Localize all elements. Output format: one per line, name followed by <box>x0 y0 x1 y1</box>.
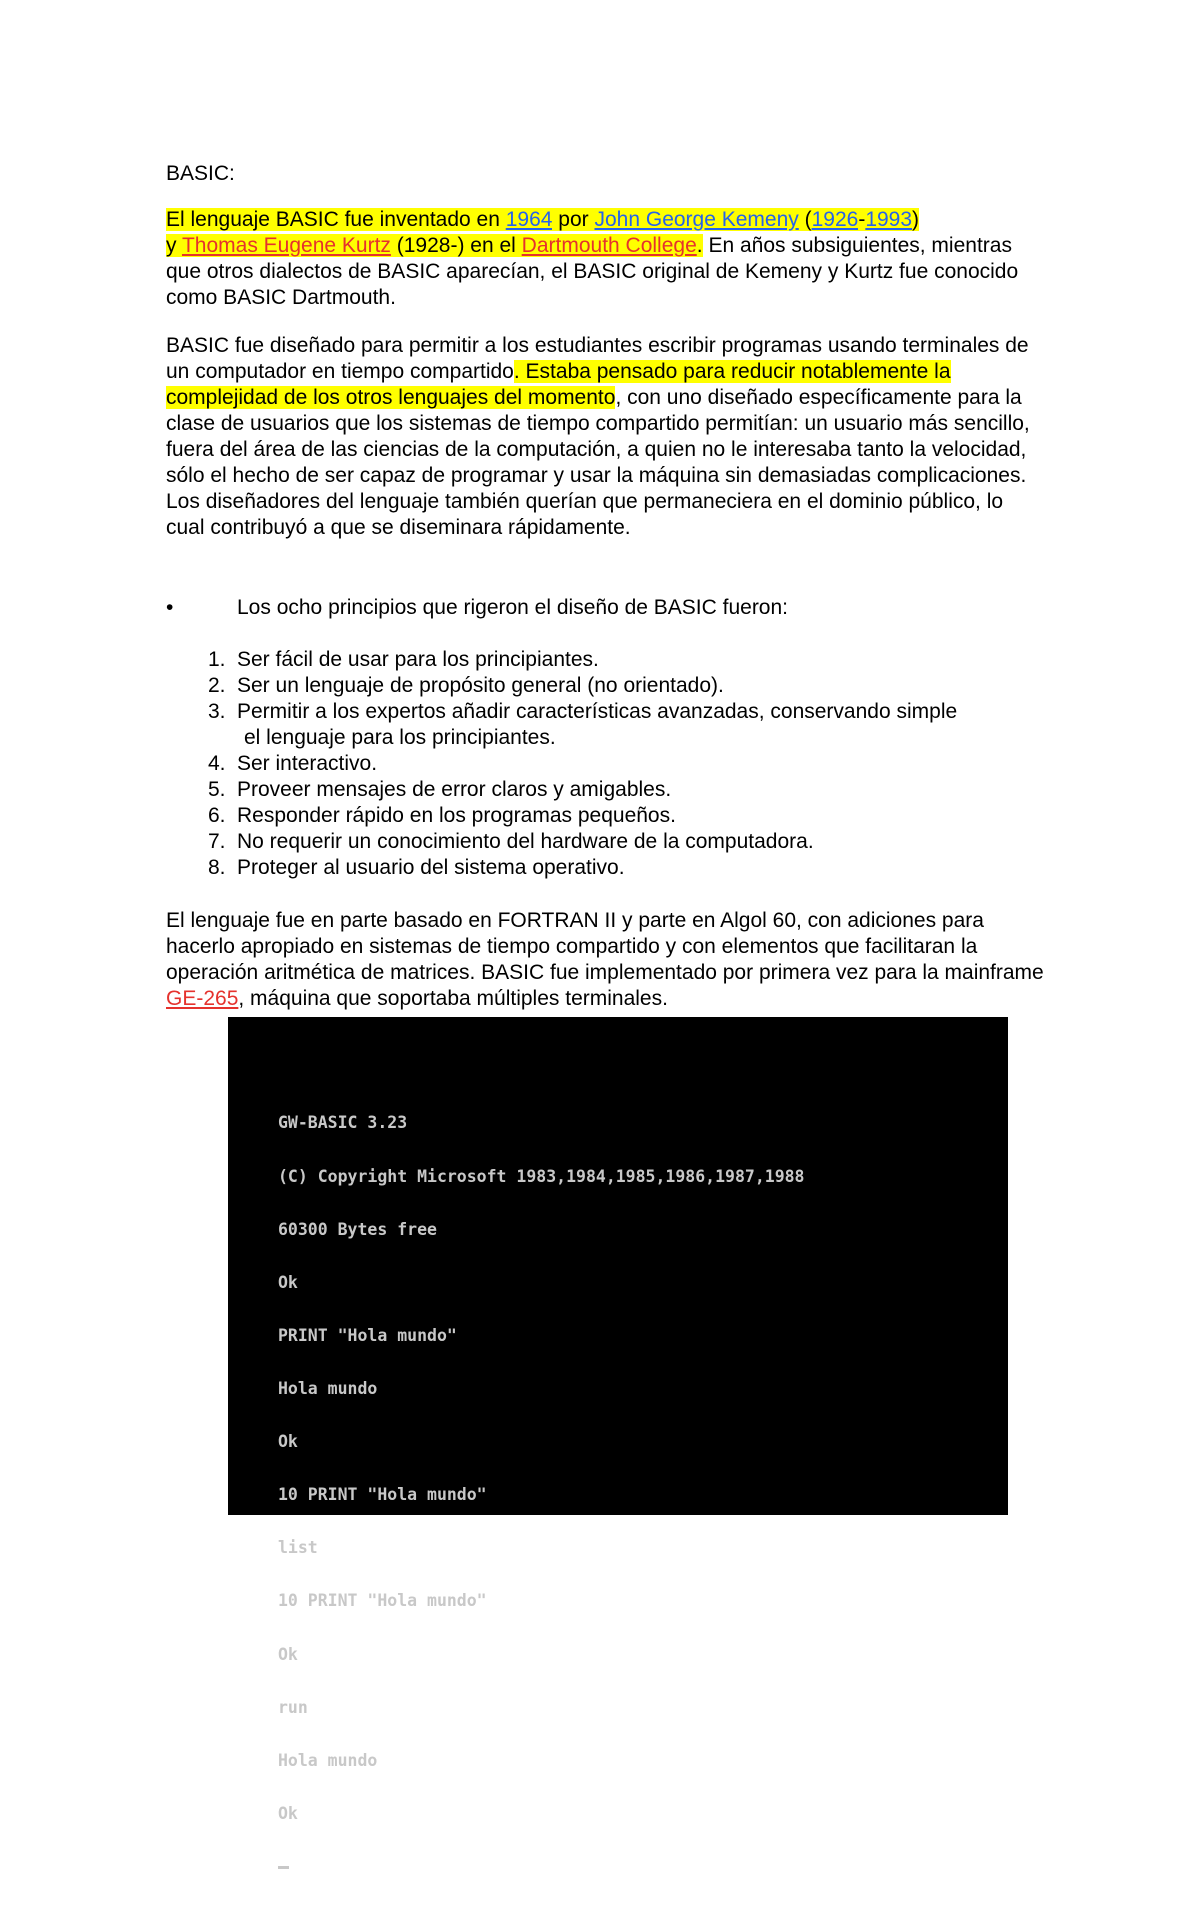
list-item-text: Ser un lenguaje de propósito general (no orientado). <box>237 674 724 697</box>
list-number: 6. <box>208 804 226 827</box>
list-item-continuation: el lenguaje para los principiantes. <box>244 726 556 749</box>
terminal-line: Hola mundo <box>278 1750 378 1770</box>
link-1993[interactable]: 1993 <box>865 208 913 231</box>
list-number: 5. <box>208 778 226 801</box>
terminal-line: GW-BASIC 3.23 <box>278 1113 408 1133</box>
terminal-line: run <box>278 1697 308 1717</box>
list-number: 3. <box>208 700 226 723</box>
terminal-line: Hola mundo <box>278 1378 378 1398</box>
document-title: BASIC: <box>166 162 235 185</box>
bullet-text: Los ocho principios que rigeron el diseño de BASIC fueron: <box>237 596 789 619</box>
text-segment: y <box>166 234 182 257</box>
text-segment: (1928-) en el <box>390 234 522 257</box>
list-item-text: Proteger al usuario del sistema operativo. <box>237 856 625 879</box>
list-item <box>166 699 1046 751</box>
text-segment: , máquina que soportaba múltiples terminales. <box>238 987 668 1010</box>
terminal-line: (C) Copyright Microsoft 1983,1984,1985,1986,1987,1988 <box>278 1166 805 1186</box>
paragraph-history <box>166 207 1046 311</box>
text-segment: por <box>552 208 595 231</box>
text-segment: El lenguaje BASIC fue inventado en <box>166 208 506 231</box>
paragraph-implementation <box>166 908 1046 1012</box>
text-segment: ) <box>912 208 920 231</box>
list-number: 8. <box>208 856 226 879</box>
terminal-line: Ok <box>278 1272 298 1292</box>
terminal-line: PRINT "Hola mundo" <box>278 1325 457 1345</box>
list-item-text: Permitir a los expertos añadir características avanzadas, conservando simple <box>237 700 958 723</box>
terminal-line: Ok <box>278 1803 298 1823</box>
terminal-line: list <box>278 1538 318 1558</box>
cursor-icon <box>278 1866 289 1869</box>
text-segment: . <box>696 234 703 257</box>
list-item <box>166 777 1046 803</box>
terminal-cursor-line <box>278 1858 805 1876</box>
text-segment: - <box>858 208 866 231</box>
link-thomas-eugene-kurtz[interactable]: Thomas Eugene Kurtz <box>181 234 391 257</box>
list-item-text: No requerir un conocimiento del hardware de la computadora. <box>237 830 814 853</box>
highlighted-segment: . Estaba pensado para reducir notablemente la complejidad de los otros lenguajes del momento <box>166 360 951 409</box>
text-segment: ( <box>798 208 812 231</box>
list-item-text: Ser fácil de usar para los principiantes. <box>237 648 599 671</box>
list-item <box>166 647 1046 673</box>
terminal-line: Ok <box>278 1432 298 1452</box>
list-number: 1. <box>208 648 226 671</box>
list-item <box>166 673 1046 699</box>
text-segment: El lenguaje fue en parte basado en FORTRAN II y parte en Algol 60, con adiciones para hacerlo apropiado en sistemas de tiempo compartido y con elementos que facilitaran la operación aritmética de matrices. BASIC fue implementado por primera vez para la mainframe <box>166 909 1044 984</box>
terminal-line: 10 PRINT "Hola mundo" <box>278 1591 487 1611</box>
link-1964[interactable]: 1964 <box>505 208 553 231</box>
paragraph-design <box>166 333 1046 541</box>
link-ge-265[interactable]: GE-265 <box>166 987 239 1010</box>
terminal-line: 60300 Bytes free <box>278 1219 437 1239</box>
terminal-line: 10 PRINT "Hola mundo" <box>278 1485 487 1505</box>
list-item-text: Ser interactivo. <box>237 752 378 775</box>
principles-list <box>166 647 1046 881</box>
list-item <box>166 855 1046 881</box>
gw-basic-terminal-screenshot <box>228 1017 1008 1823</box>
list-number: 2. <box>208 674 226 697</box>
text-segment: , con uno diseñado específicamente para la clase de usuarios que los sistemas de tiempo compartido permitían: un usuario más sencillo, fuera del área de las ciencias de la computación, a quien no le interesaba tanto la velocidad, sólo el hecho de ser capaz de programar y usar la máquina sin demasiadas complicaciones. Los diseñadores del lenguaje también querían que permaneciera en el dominio público, lo cual contribuyó a que se diseminara rápidamente. <box>166 386 1030 539</box>
list-item <box>166 751 1046 777</box>
terminal-output <box>278 1079 805 1911</box>
list-item <box>166 829 1046 855</box>
link-john-george-kemeny[interactable]: John George Kemeny <box>594 208 799 231</box>
list-number: 4. <box>208 752 226 775</box>
bullet-icon: • <box>166 596 174 619</box>
list-item <box>166 803 1046 829</box>
text-segment: BASIC fue diseñado para permitir a los estudiantes escribir programas usando terminales de un computador en tiempo compartido <box>166 334 1029 383</box>
terminal-line: Ok <box>278 1644 298 1664</box>
link-dartmouth-college[interactable]: Dartmouth College <box>521 234 697 257</box>
text-segment: En años subsiguientes, mientras que otros dialectos de BASIC aparecían, el BASIC original de Kemeny y Kurtz fue conocido como BASIC Dartmouth. <box>166 234 1019 309</box>
list-number: 7. <box>208 830 226 853</box>
list-item-text: Proveer mensajes de error claros y amigables. <box>237 778 672 801</box>
list-item-text: Responder rápido en los programas pequeños. <box>237 804 676 827</box>
link-1926[interactable]: 1926 <box>811 208 859 231</box>
